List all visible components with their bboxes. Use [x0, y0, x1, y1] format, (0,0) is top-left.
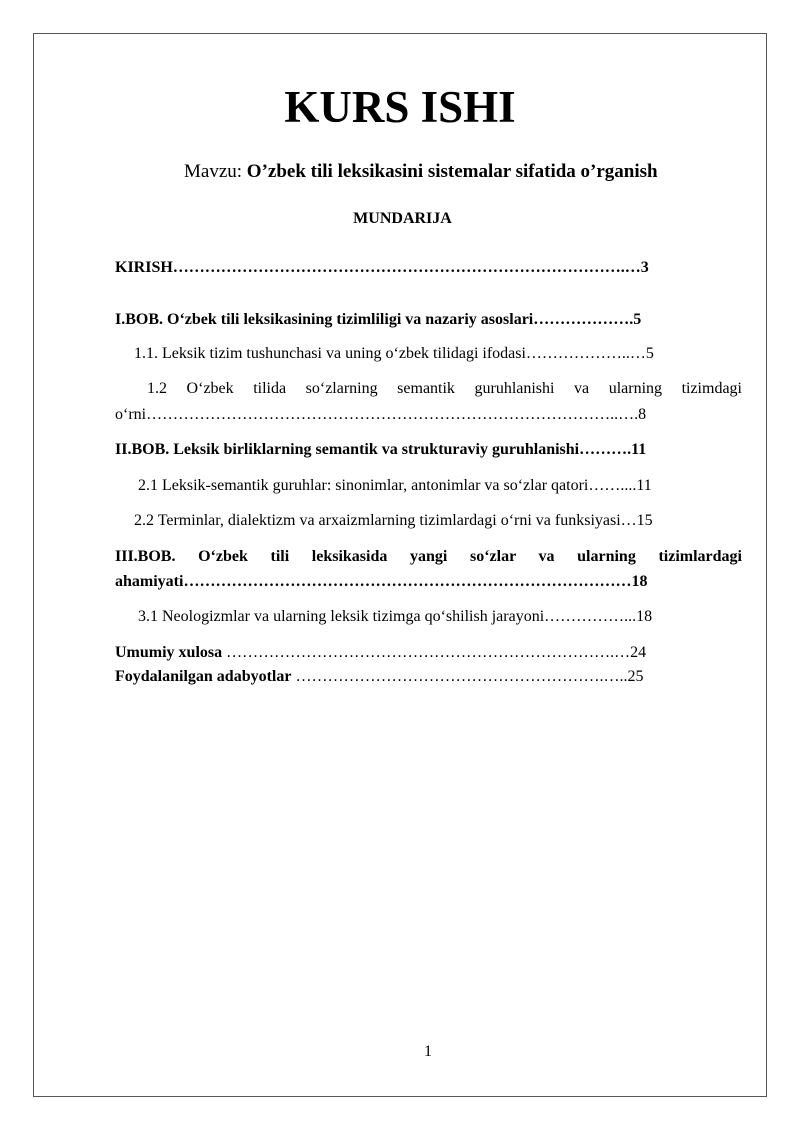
toc-entry-references — [115, 666, 643, 688]
toc-references-label: Foydalanilgan adabyotlar — [115, 668, 292, 685]
toc-entry-section-1-2-line-1: 1.2 O‘zbek tilida so‘zlarning semantik guruhlanishi va ularning tizimdagi — [147, 380, 742, 397]
page-number: 1 — [424, 1043, 432, 1060]
topic-text: O’zbek tili leksikasini sistemalar sifatida o’rganish — [246, 161, 658, 182]
toc-entry-section-1-1: 1.1. Leksik tizim tushunchasi va uning o‘zbek tilidagi ifodasi………………..…5 — [134, 345, 654, 362]
toc-entry-conclusion — [115, 642, 646, 664]
contents-heading: MUNDARIJA — [353, 210, 452, 227]
toc-entry-section-1-2-line-2: o‘rni……………………………………………………………………………..….8 — [115, 406, 647, 423]
toc-entry-section-2-2: 2.2 Terminlar, dialektizm va arxaizmlarning tizimlardagi o‘rni va funksiyasi…15 — [134, 512, 653, 529]
topic-label: Mavzu: — [184, 161, 243, 182]
toc-entry-chapter-2: II.BOB. Leksik birliklarning semantik va strukturaviy guruhlanishi……….11 — [115, 441, 647, 458]
toc-entry-chapter-3-line-2: ahamiyati…………………………………………………………………………18 — [115, 573, 648, 590]
topic-line — [184, 159, 658, 185]
toc-entry-chapter-1: I.BOB. O‘zbek tili leksikasining tizimliligi va nazariy asoslari……………….5 — [115, 311, 642, 328]
toc-entry-section-3-1: 3.1 Neologizmlar va ularning leksik tizimga qo‘shilish jarayoni……………...18 — [138, 608, 653, 625]
document-title: KURS ISHI — [284, 82, 516, 132]
toc-entry-introduction: KIRISH………………………………………………………………………….…3 — [115, 259, 649, 276]
toc-entry-section-2-1: 2.1 Leksik-semantik guruhlar: sinonimlar, antonimlar va so‘zlar qatori……....11 — [138, 477, 652, 494]
toc-conclusion-label: Umumiy xulosa — [115, 644, 223, 661]
toc-references-leader: ………………………………………………….…..25 — [291, 668, 644, 685]
toc-entry-chapter-3-line-1: III.BOB. O‘zbek tili leksikasida yangi so‘zlar va ularning tizimlardagi — [115, 548, 742, 565]
toc-conclusion-leader: ……………………………………………………………….…24 — [222, 644, 647, 661]
